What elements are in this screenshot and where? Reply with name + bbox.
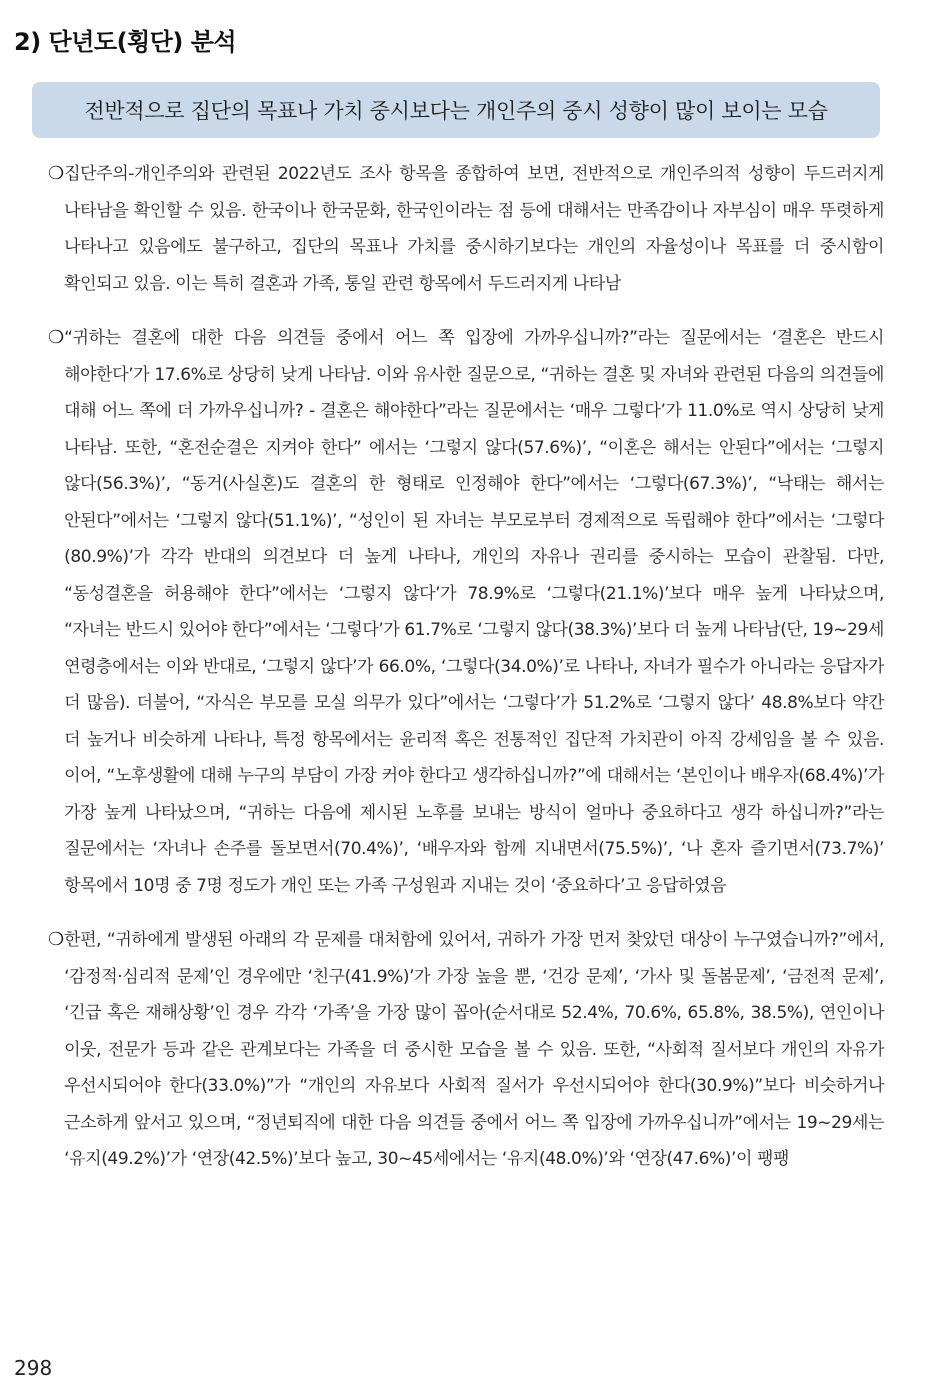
- bullet-marker: ❍: [48, 929, 65, 950]
- bullet-marker: ❍: [48, 163, 65, 184]
- bullet-item: [32, 922, 884, 1178]
- bullet-list: [32, 156, 884, 1196]
- bullet-item: [32, 156, 884, 302]
- bullet-text: 한편, “귀하에게 발생된 아래의 각 문제를 대처함에 있어서, 귀하가 가장 먼저 찾았던 대상이 누구였습니까?”에서, ‘감정적·심리적 문제’인 경우에만 ‘친구(41.9%)’가 가장 높을 뿐, ‘건강 문제’, ‘가사 및 돌봄문제’, ‘금전적 문제’, ‘긴급 혹은 재해상황’인 경우 각각 ‘가족’을 가장 많이 꼽아(순서대로 52.4%, 70.6%, 65.8%, 38.5%), 연인이나 이웃, 전문가 등과 같은 관계보다는 가족을 더 중시한 모습을 볼 수 있음. 또한, “사회적 질서보다 개인의 자유가 우선시되어야 한다(33.0%)”가 “개인의 자유보다 사회적 질서가 우선시되어야 한다(30.9%)”보다 비슷하거나 근소하게 앞서고 있으며, “정년퇴직에 대한 다음 의견들 중에서 어느 쪽 입장에 가까우십니까”에서는 19~29세는 ‘유지(49.2%)’가 ‘연장(42.5%)’보다 높고, 30~45세에서는 ‘유지(48.0%)’와 ‘연장(47.6%)’이 팽팽: [64, 930, 884, 1169]
- page-number: 298: [14, 1356, 53, 1380]
- summary-text: 전반적으로 집단의 목표나 가치 중시보다는 개인주의 중시 성향이 많이 보이는 모습: [84, 99, 828, 123]
- bullet-text: “귀하는 결혼에 대한 다음 의견들 중에서 어느 쪽 입장에 가까우십니까?”라는 질문에서는 ‘결혼은 반드시 해야한다’가 17.6%로 상당히 낮게 나타남. 이와 유사한 질문으로, “귀하는 결혼 및 자녀와 관련된 다음의 의견들에 대해 어느 쪽에 더 가까우십니까? - 결혼은 해야한다”라는 질문에서는 ‘매우 그렇다’가 11.0%로 역시 상당히 낮게 나타남. 또한, “혼전순결은 지켜야 한다” 에서는 ‘그렇지 않다(57.6%)’, “이혼은 해서는 안된다”에서는 ‘그렇지 않다(56.3%)’, “동거(사실혼)도 결혼의 한 형태로 인정해야 한다”에서는 ‘그렇다(67.3%)’, “낙태는 해서는 안된다”에서는 ‘그렇지 않다(51.1%)’, “성인이 된 자녀는 부모로부터 경제적으로 독립해야 한다”에서는 ‘그렇다(80.9%)’가 각각 반대의 의견보다 더 높게 나타나, 개인의 자유나 권리를 중시하는 모습이 관찰됨. 다만, “동성결혼을 허용해야 한다”에서는 ‘그렇지 않다’가 78.9%로 ‘그렇다(21.1%)’보다 매우 높게 나타났으며, “자녀는 반드시 있어야 한다”에서는 ‘그렇다’가 61.7%로 ‘그렇지 않다(38.3%)’보다 더 높게 나타남(단, 19~29세 연령층에서는 이와 반대로, ‘그렇지 않다’가 66.0%, ‘그렇다(34.0%)’로 나타나, 자녀가 필수가 아니라는 응답자가 더 많음). 더불어, “자식은 부모를 모실 의무가 있다”에서는 ‘그렇다’가 51.2%로 ‘그렇지 않다’ 48.8%보다 약간 더 높거나 비슷하게 나타나, 특정 항목에서는 윤리적 혹은 전통적인 집단적 가치관이 아직 강세임을 볼 수 있음. 이어, “노후생활에 대해 누구의 부담이 가장 커야 한다고 생각하십니까?”에 대해서는 ‘본인이나 배우자(68.4%)’가 가장 높게 나타났으며, “귀하는 다음에 제시된 노후를 보내는 방식이 얼마나 중요하다고 생각 하십니까?”라는 질문에서는 ‘자녀나 손주를 돌보면서(70.4%)’, ‘배우자와 함께 지내면서(75.5%)’, ‘나 혼자 즐기면서(73.7%)’ 항목에서 10명 중 7명 정도가 개인 또는 가족 구성원과 지내는 것이 ‘중요하다’고 응답하였음: [64, 328, 884, 896]
- bullet-item: [32, 320, 884, 904]
- bullet-text: 집단주의-개인주의와 관련된 2022년도 조사 항목을 종합하여 보면, 전반적으로 개인주의적 성향이 두드러지게 나타남을 확인할 수 있음. 한국이나 한국문화, 한국인이라는 점 등에 대해서는 만족감이나 자부심이 매우 뚜렷하게 나타나고 있음에도 불구하고, 집단의 목표나 가치를 중시하기보다는 개인의 자율성이나 목표를 더 중시함이 확인되고 있음. 이는 특히 결혼과 가족, 통일 관련 항목에서 두드러지게 나타남: [64, 164, 884, 294]
- summary-box: [32, 82, 880, 138]
- bullet-marker: ❍: [48, 327, 65, 348]
- section-title: 2) 단년도(횡단) 분석: [14, 28, 237, 56]
